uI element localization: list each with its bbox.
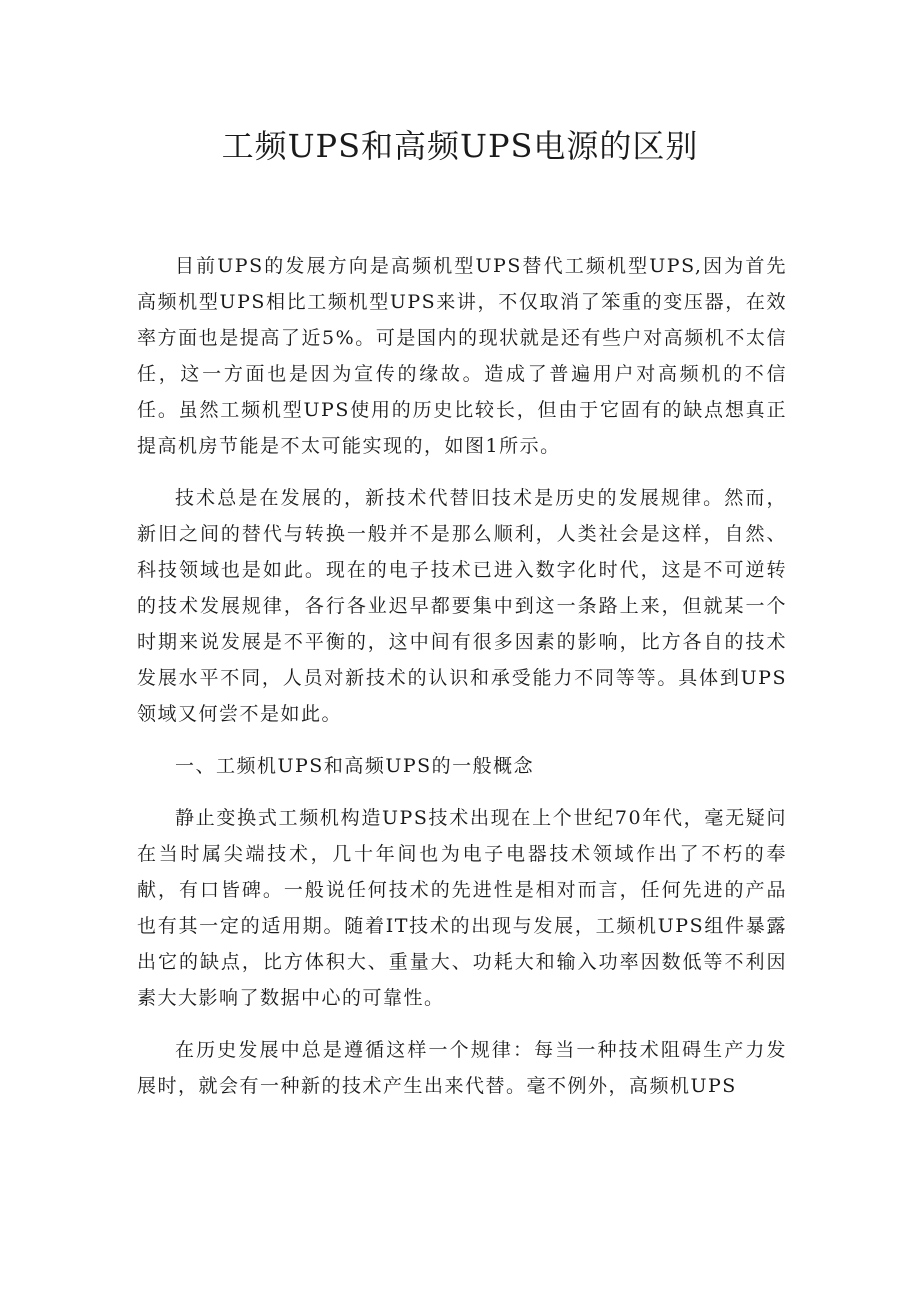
paragraph-3: 静止变换式工频机构造UPS技术出现在上个世纪70年代，毫无疑问在当时属尖端技术，几十年间也为电子电器技术领域作出了不朽的奉献，有口皆碑。一般说任何技术的先进性是相对而言，任何先进的产品也有其一定的适用期。随着IT技术的出现与发展，工频机UPS组件暴露出它的缺点，比方体积大、重量大、功耗大和输入功率因数低等不利因素大大影响了数据中心的可靠性。 <box>137 807 787 1009</box>
paragraph-4: 在历史发展中总是遵循这样一个规律：每当一种技术阻碍生产力发展时，就会有一种新的技术产生出来代替。毫不例外，高频机UPS <box>137 1039 787 1097</box>
document-body <box>137 248 787 1120</box>
paragraph-1: 目前UPS的发展方向是高频机型UPS替代工频机型UPS,因为首先高频机型UPS相比工频机型UPS来讲，不仅取消了笨重的变压器，在效率方面也是提高了近5%。可是国内的现状就是还有些户对高频机不太信任，这一方面也是因为宣传的缘故。造成了普遍用户对高频机的不信任。虽然工频机型UPS使用的历史比较长，但由于它固有的缺点想真正提高机房节能是不太可能实现的，如图1所示。 <box>137 255 787 457</box>
document-title: 工频UPS和高频UPS电源的区别 <box>221 127 699 165</box>
paragraph-2: 技术总是在发展的，新技术代替旧技术是历史的发展规律。然而，新旧之间的替代与转换一般并不是那么顺利，人类社会是这样，自然、科技领域也是如此。现在的电子技术已进入数字化时代，这是不可逆转的技术发展规律，各行各业迟早都要集中到这一条路上来，但就某一个时期来说发展是不平衡的，这中间有很多因素的影响，比方各自的技术发展水平不同，人员对新技术的认识和承受能力不同等等。具体到UPS领域又何尝不是如此。 <box>137 487 787 725</box>
section-heading: 一、工频机UPS和高频UPS的一般概念 <box>175 755 535 777</box>
